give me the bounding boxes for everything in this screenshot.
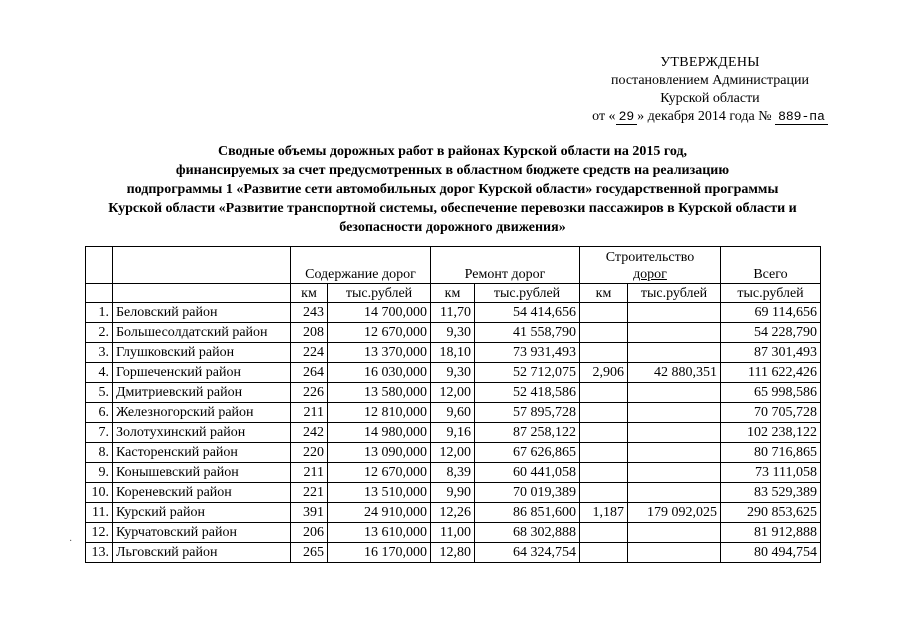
table-row	[86, 443, 821, 463]
maintenance-rub-cell: 12 810,000	[328, 403, 431, 423]
construction-rub-cell	[628, 443, 721, 463]
table-row	[86, 483, 821, 503]
repair-rub-cell: 73 931,493	[475, 343, 580, 363]
total-rub-cell: 81 912,888	[721, 523, 821, 543]
total-rub-cell: 80 494,754	[721, 543, 821, 563]
district-name-cell: Железногорский район	[113, 403, 291, 423]
date-prefix: от «	[592, 109, 616, 124]
construction-km-cell	[580, 323, 628, 343]
repair-rub-cell: 70 019,389	[475, 483, 580, 503]
repair-km-cell: 12,80	[431, 543, 475, 563]
approval-line-1: постановлением Администрации	[611, 73, 809, 88]
construction-km-cell: 2,906	[580, 363, 628, 383]
row-number-cell: 3.	[86, 343, 113, 363]
maintenance-rub-cell: 24 910,000	[328, 503, 431, 523]
repair-rub-cell: 64 324,754	[475, 543, 580, 563]
district-name-cell: Беловский район	[113, 303, 291, 323]
maintenance-rub-cell: 13 510,000	[328, 483, 431, 503]
approval-block	[560, 54, 860, 126]
repair-rub-cell: 60 441,058	[475, 463, 580, 483]
row-number-cell: 6.	[86, 403, 113, 423]
total-rub-cell: 102 238,122	[721, 423, 821, 443]
district-name-cell: Конышевский район	[113, 463, 291, 483]
table-row	[86, 523, 821, 543]
heading-line-5: безопасности дорожного движения»	[339, 220, 566, 235]
repair-rub-cell: 52 418,586	[475, 383, 580, 403]
road-works-table	[85, 246, 821, 563]
maintenance-rub-cell: 16 030,000	[328, 363, 431, 383]
district-name-cell: Курчатовский район	[113, 523, 291, 543]
row-number-cell: 9.	[86, 463, 113, 483]
row-number-cell: 5.	[86, 383, 113, 403]
row-number-cell: 13.	[86, 543, 113, 563]
total-rub-cell: 83 529,389	[721, 483, 821, 503]
maintenance-km-cell: 206	[291, 523, 328, 543]
construction-rub-cell	[628, 423, 721, 443]
construction-km-cell	[580, 403, 628, 423]
repair-rub-cell: 67 626,865	[475, 443, 580, 463]
repair-km-cell: 11,00	[431, 523, 475, 543]
unit-empty-district	[113, 284, 291, 303]
maintenance-rub-cell: 16 170,000	[328, 543, 431, 563]
maintenance-rub-cell: 14 980,000	[328, 423, 431, 443]
repair-km-cell: 9,30	[431, 363, 475, 383]
construction-km-cell	[580, 543, 628, 563]
header-construction-line-2: дорог	[633, 267, 667, 282]
repair-km-cell: 8,39	[431, 463, 475, 483]
table-row	[86, 543, 821, 563]
header-empty-district	[113, 247, 291, 284]
header-construction-line-1: Строительство	[605, 250, 695, 265]
table-row	[86, 463, 821, 483]
repair-km-cell: 9,30	[431, 323, 475, 343]
construction-km-cell	[580, 423, 628, 443]
construction-km-cell	[580, 523, 628, 543]
row-number-cell: 1.	[86, 303, 113, 323]
row-number-cell: 8.	[86, 443, 113, 463]
repair-km-cell: 9,90	[431, 483, 475, 503]
maintenance-rub-cell: 13 580,000	[328, 383, 431, 403]
header-construction	[580, 247, 721, 284]
maintenance-km-cell: 221	[291, 483, 328, 503]
unit-construction-rub: тыс.рублей	[628, 284, 721, 303]
construction-km-cell	[580, 483, 628, 503]
district-name-cell: Горшеченский район	[113, 363, 291, 383]
construction-rub-cell	[628, 303, 721, 323]
construction-km-cell	[580, 443, 628, 463]
maintenance-rub-cell: 13 090,000	[328, 443, 431, 463]
construction-rub-cell	[628, 463, 721, 483]
construction-km-cell	[580, 303, 628, 323]
total-rub-cell: 87 301,493	[721, 343, 821, 363]
total-rub-cell: 65 998,586	[721, 383, 821, 403]
table-row	[86, 403, 821, 423]
row-number-cell: 2.	[86, 323, 113, 343]
approval-line-2: Курской области	[660, 91, 760, 106]
repair-km-cell: 18,10	[431, 343, 475, 363]
maintenance-km-cell: 220	[291, 443, 328, 463]
row-number-cell: 12.	[86, 523, 113, 543]
maintenance-rub-cell: 13 610,000	[328, 523, 431, 543]
construction-rub-cell	[628, 483, 721, 503]
total-rub-cell: 111 622,426	[721, 363, 821, 383]
table-header-units	[86, 284, 821, 303]
repair-rub-cell: 57 895,728	[475, 403, 580, 423]
repair-km-cell: 9,60	[431, 403, 475, 423]
margin-mark: ·	[69, 536, 73, 547]
table-row	[86, 503, 821, 523]
table-row	[86, 343, 821, 363]
total-rub-cell: 73 111,058	[721, 463, 821, 483]
heading-line-2: финансируемых за счет предусмотренных в областном бюджете средств на реализацию	[175, 163, 730, 178]
maintenance-rub-cell: 12 670,000	[328, 463, 431, 483]
district-name-cell: Льговский район	[113, 543, 291, 563]
unit-construction-km: км	[580, 284, 628, 303]
maintenance-rub-cell: 12 670,000	[328, 323, 431, 343]
construction-rub-cell	[628, 403, 721, 423]
table-row	[86, 363, 821, 383]
construction-km-cell	[580, 463, 628, 483]
district-name-cell: Дмитриевский район	[113, 383, 291, 403]
construction-rub-cell	[628, 343, 721, 363]
repair-rub-cell: 87 258,122	[475, 423, 580, 443]
header-maintenance: Содержание дорог	[291, 247, 431, 284]
total-rub-cell: 80 716,865	[721, 443, 821, 463]
heading-line-4: Курской области «Развитие транспортной системы, обеспечение перевозки пассажиров в Курской области и	[108, 201, 797, 216]
district-name-cell: Касторенский район	[113, 443, 291, 463]
row-number-cell: 4.	[86, 363, 113, 383]
maintenance-rub-cell: 14 700,000	[328, 303, 431, 323]
construction-rub-cell: 42 880,351	[628, 363, 721, 383]
table-row	[86, 423, 821, 443]
repair-km-cell: 12,26	[431, 503, 475, 523]
maintenance-km-cell: 391	[291, 503, 328, 523]
table-body	[86, 303, 821, 563]
table-row	[86, 383, 821, 403]
maintenance-km-cell: 243	[291, 303, 328, 323]
construction-km-cell: 1,187	[580, 503, 628, 523]
repair-km-cell: 12,00	[431, 383, 475, 403]
row-number-cell: 7.	[86, 423, 113, 443]
total-rub-cell: 54 228,790	[721, 323, 821, 343]
maintenance-km-cell: 211	[291, 463, 328, 483]
document-heading	[60, 142, 845, 237]
row-number-cell: 10.	[86, 483, 113, 503]
approval-title: УТВЕРЖДЕНЫ	[660, 55, 760, 70]
unit-total-rub: тыс.рублей	[721, 284, 821, 303]
construction-km-cell	[580, 343, 628, 363]
repair-rub-cell: 41 558,790	[475, 323, 580, 343]
unit-maintenance-km: км	[291, 284, 328, 303]
maintenance-rub-cell: 13 370,000	[328, 343, 431, 363]
construction-rub-cell	[628, 543, 721, 563]
district-name-cell: Курский район	[113, 503, 291, 523]
header-repair: Ремонт дорог	[431, 247, 580, 284]
construction-rub-cell: 179 092,025	[628, 503, 721, 523]
construction-km-cell	[580, 383, 628, 403]
table-row	[86, 303, 821, 323]
table-row	[86, 323, 821, 343]
unit-empty-num	[86, 284, 113, 303]
maintenance-km-cell: 208	[291, 323, 328, 343]
date-day: 29	[616, 109, 638, 125]
maintenance-km-cell: 265	[291, 543, 328, 563]
maintenance-km-cell: 242	[291, 423, 328, 443]
unit-repair-rub: тыс.рублей	[475, 284, 580, 303]
heading-line-1: Сводные объемы дорожных работ в районах Курской области на 2015 год,	[217, 144, 688, 159]
heading-line-3: подпрограммы 1 «Развитие сети автомобильных дорог Курской области» государственной программы	[126, 182, 779, 197]
header-total: Всего	[721, 247, 821, 284]
maintenance-km-cell: 226	[291, 383, 328, 403]
construction-rub-cell	[628, 323, 721, 343]
decree-number: 889-па	[775, 109, 828, 125]
total-rub-cell: 70 705,728	[721, 403, 821, 423]
district-name-cell: Кореневский район	[113, 483, 291, 503]
approval-date-line	[560, 108, 860, 126]
repair-km-cell: 12,00	[431, 443, 475, 463]
maintenance-km-cell: 224	[291, 343, 328, 363]
repair-rub-cell: 52 712,075	[475, 363, 580, 383]
row-number-cell: 11.	[86, 503, 113, 523]
repair-km-cell: 9,16	[431, 423, 475, 443]
unit-repair-km: км	[431, 284, 475, 303]
total-rub-cell: 69 114,656	[721, 303, 821, 323]
header-empty-num	[86, 247, 113, 284]
maintenance-km-cell: 264	[291, 363, 328, 383]
district-name-cell: Большесолдатский район	[113, 323, 291, 343]
table-header-groups	[86, 247, 821, 284]
repair-rub-cell: 54 414,656	[475, 303, 580, 323]
district-name-cell: Золотухинский район	[113, 423, 291, 443]
repair-rub-cell: 68 302,888	[475, 523, 580, 543]
repair-rub-cell: 86 851,600	[475, 503, 580, 523]
district-name-cell: Глушковский район	[113, 343, 291, 363]
construction-rub-cell	[628, 383, 721, 403]
date-middle: » декабря 2014 года №	[637, 109, 772, 124]
construction-rub-cell	[628, 523, 721, 543]
maintenance-km-cell: 211	[291, 403, 328, 423]
unit-maintenance-rub: тыс.рублей	[328, 284, 431, 303]
total-rub-cell: 290 853,625	[721, 503, 821, 523]
repair-km-cell: 11,70	[431, 303, 475, 323]
